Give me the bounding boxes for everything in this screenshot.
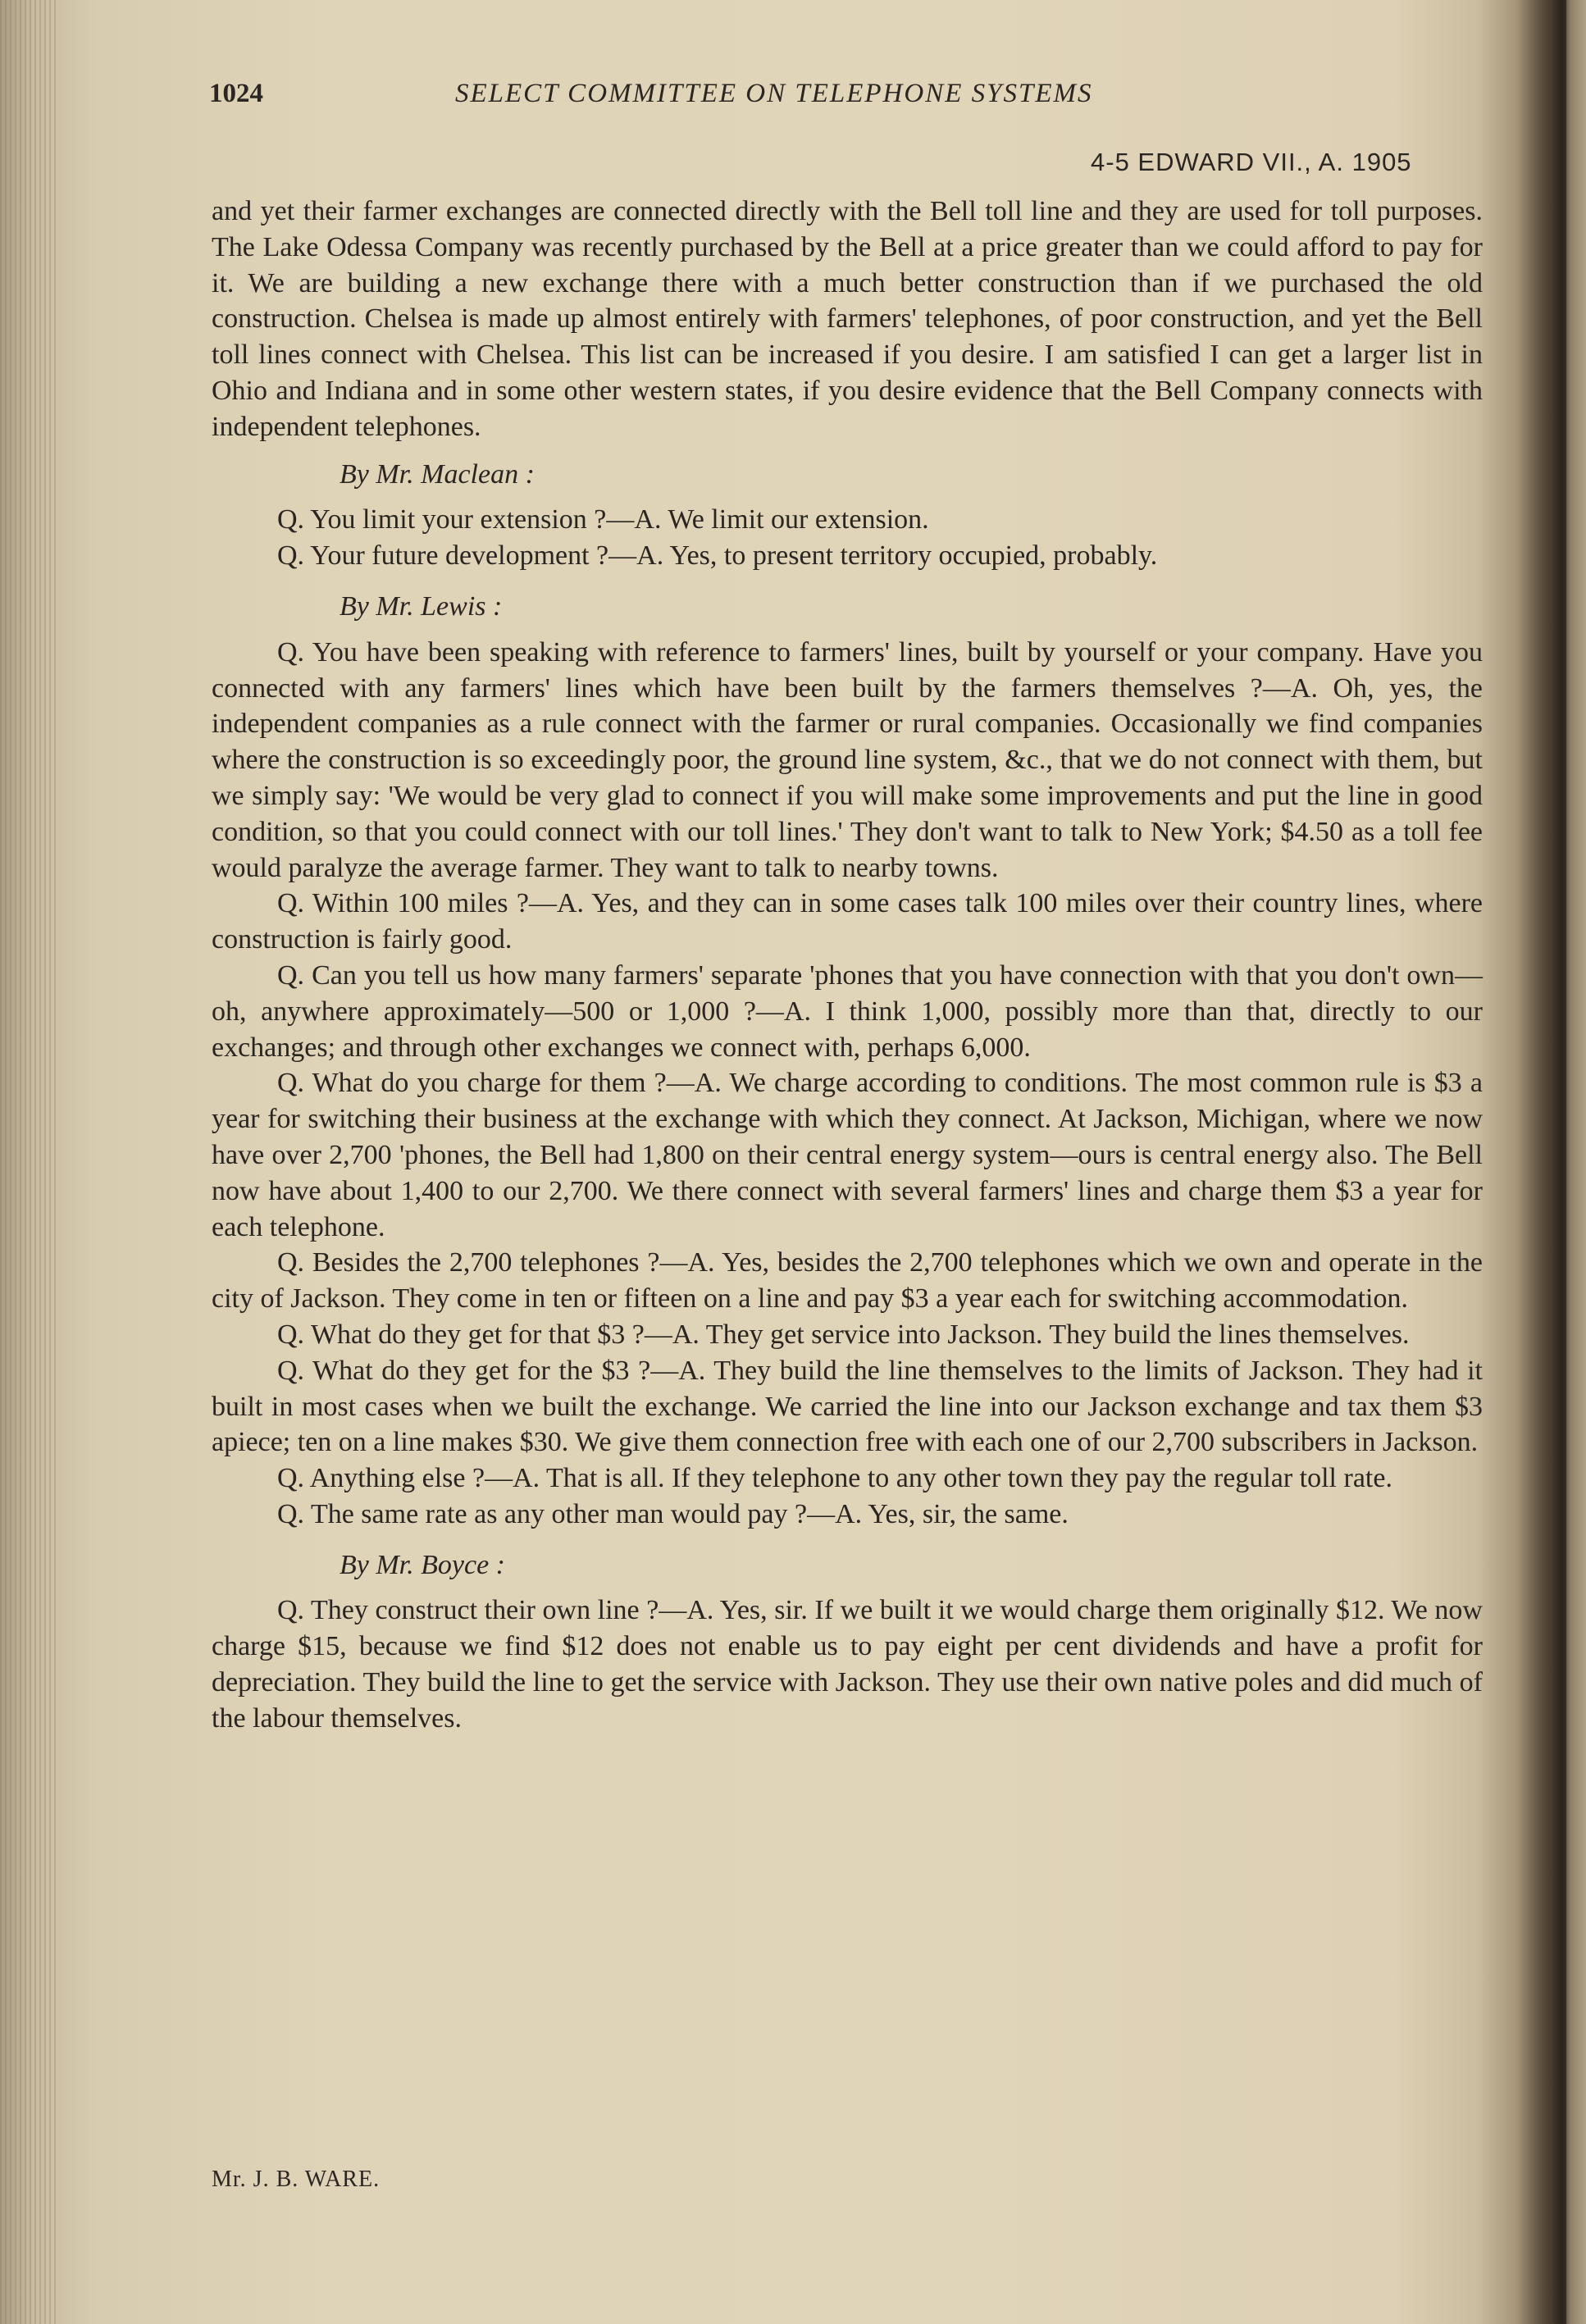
speaker-heading: By Mr. Lewis :	[340, 590, 503, 622]
running-title: SELECT COMMITTEE ON TELEPHONE SYSTEMS	[455, 79, 1093, 108]
question-answer: Q. What do they get for that $3 ?—A. They get service into Jackson. They build the lines themselves.	[277, 1319, 1410, 1350]
page-stack-edge	[0, 0, 57, 2324]
question-answer: Q. You limit your extension ?—A. We limit our extension.	[277, 504, 929, 535]
question-answer: Q. Within 100 miles ?—A. Yes, and they can in some cases talk 100 miles over their country lines, where construction is fairly good.	[212, 888, 1483, 955]
speaker-heading: By Mr. Boyce :	[340, 1549, 506, 1580]
question-answer: Q. Your future development ?—A. Yes, to present territory occupied, probably.	[277, 540, 1158, 572]
question-answer: Q. What do you charge for them ?—A. We charge according to conditions. The most common rule is $3 a year for switching their business at the exchange with which they connect. At Jackson, Michigan, where we now have over 2,700 'phones, the Bell had 1,800 on their central energy system—ours is central energy also. The Bell now have about 1,400 to our 2,700. We there connect with several farmers' lines and charge them $3 a year for each telephone.	[212, 1068, 1483, 1242]
page-number: 1024	[209, 79, 263, 108]
question-answer: Q. What do they get for the $3 ?—A. They build the line themselves to the limits of Jackson. They had it built in most cases when we built the exchange. We carried the line into our Jackson exchange and tax them $3 apiece; ten on a line makes $30. We give them connection free with each one of our 2,700 subscribers in Jackson.	[212, 1355, 1483, 1458]
binding-gutter-shadow	[1517, 0, 1566, 2324]
question-answer: Q. They construct their own line ?—A. Yes, sir. If we built it we would charge them originally $12. We now charge $15, because we find $12 does not enable us to pay eight per cent dividends and have a profit for depreciation. They build the line to get the service with Jackson. They use their own native poles and did much of the labour themselves.	[212, 1595, 1483, 1734]
question-answer: Q. Anything else ?—A. That is all. If they telephone to any other town they pay the regular toll rate.	[277, 1463, 1392, 1494]
session-reference: 4-5 EDWARD VII., A. 1905	[1091, 148, 1412, 176]
witness-footer: Mr. J. B. WARE.	[212, 2167, 381, 2192]
question-answer: Q. Can you tell us how many farmers' separate 'phones that you have connection with that you don't own—oh, anywhere approximately—500 or 1,000 ?—A. I think 1,000, possibly more than that, directly to our exchanges; and through other exchanges we connect with, perhaps 6,000.	[212, 959, 1483, 1063]
transcript-body	[212, 194, 1483, 1737]
question-answer: Q. Besides the 2,700 telephones ?—A. Yes, besides the 2,700 telephones which we own and operate in the city of Jackson. They come in ten or fifteen on a line and pay $3 a year each for switching accommodation.	[212, 1247, 1483, 1315]
speaker-heading: By Mr. Maclean :	[340, 458, 535, 490]
question-answer: Q. You have been speaking with reference to farmers' lines, built by yourself or your company. Have you connected with any farmers' lines which have been built by the farmers themselves ?—A. Oh, yes, the independent companies as a rule connect with the farmer or rural companies. Occasionally we find companies where the construction is so exceedingly poor, the ground line system, &c., that we do not connect with them, but we simply say: 'We would be very glad to connect if you will make some improvements and put the line in good condition, so that you could connect with our toll lines.' They don't want to talk to New York; $4.50 as a toll fee would paralyze the average farmer. They want to talk to nearby towns.	[212, 636, 1483, 883]
continued-answer: and yet their farmer exchanges are connected directly with the Bell toll line and they are used for toll purposes. The Lake Odessa Company was recently purchased by the Bell at a price greater than we could afford to pay for it. We are building a new exchange there with a much better construction than if we purchased the old construction. Chelsea is made up almost entirely with farmers' telephones, of poor construction, and yet the Bell toll lines connect with Chelsea. This list can be increased if you desire. I am satisfied I can get a larger list in Ohio and Indiana and in some other western states, if you desire evidence that the Bell Company connects with independent telephones.	[212, 196, 1483, 442]
question-answer: Q. The same rate as any other man would pay ?—A. Yes, sir, the same.	[277, 1498, 1069, 1529]
